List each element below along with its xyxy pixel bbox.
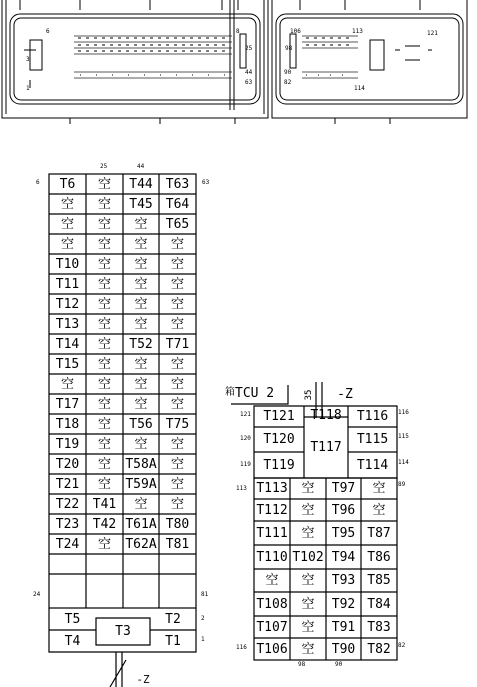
left-pin-cell: T10 <box>55 256 80 272</box>
side-number-81: 81 <box>201 591 209 598</box>
right-pin-cell: T110 <box>256 549 288 565</box>
left-pin-cell: 空 <box>134 396 148 412</box>
left-pin-cell: 空 <box>97 196 111 212</box>
left-pin-cell: T80 <box>165 516 190 532</box>
left-pin-cell: 空 <box>134 256 148 272</box>
pin-T121: T121 <box>263 409 295 424</box>
left-pin-cell: T59A <box>125 476 157 492</box>
left-pin-cell: 空 <box>134 236 148 252</box>
right-pin-cell: 空 <box>372 502 386 518</box>
right-pin-cell: T86 <box>367 549 391 565</box>
left-pin-cell: 空 <box>97 416 111 432</box>
left-pin-cell: 空 <box>97 436 111 452</box>
left-pin-cell: T6 <box>59 176 76 192</box>
left-pin-cell: 空 <box>170 296 184 312</box>
tcu-number-35: 35 <box>303 389 314 401</box>
left-pin-cell: 空 <box>97 456 111 472</box>
bottom-z-marker: -Z <box>136 672 150 686</box>
left-pin-cell: T42 <box>92 516 117 532</box>
left-pin-cell: 空 <box>134 316 148 332</box>
pin-T4: T4 <box>64 633 81 649</box>
left-pin-cell: T52 <box>129 336 153 352</box>
right-pin-cell: T96 <box>331 502 356 518</box>
hdr-label-82: 82 <box>284 79 292 86</box>
right-pin-cell: T83 <box>367 619 391 635</box>
connector-housing <box>2 0 467 124</box>
right-pin-cell: T112 <box>256 502 288 518</box>
side-number-2: 2 <box>201 615 205 622</box>
hdr-label-44: 44 <box>245 69 253 76</box>
left-pin-cell: 空 <box>97 276 111 292</box>
left-pin-cell: T45 <box>129 196 153 212</box>
left-pin-cell: 空 <box>170 276 184 292</box>
pin-T120: T120 <box>263 432 295 447</box>
side-number-63: 63 <box>202 179 210 186</box>
left-pin-cell: 空 <box>60 376 74 392</box>
right-pin-cell: 空 <box>301 502 315 518</box>
left-pin-cell: 空 <box>170 496 184 512</box>
left-pin-cell: 空 <box>97 216 111 232</box>
left-pin-cell: 空 <box>97 176 111 192</box>
right-pin-cell: T97 <box>331 481 356 496</box>
tcu-number-115: 115 <box>398 433 409 440</box>
right-pin-cell: 空 <box>301 525 315 541</box>
col-number-25: 25 <box>100 163 108 170</box>
right-pin-cell: T102 <box>292 549 324 565</box>
left-pin-cell: 空 <box>97 536 111 552</box>
left-pin-cell: T65 <box>165 216 190 232</box>
left-pin-cell: 空 <box>97 236 111 252</box>
right-pin-cell: 空 <box>372 481 386 496</box>
left-pin-cell: 空 <box>134 436 148 452</box>
tcu-number-120: 120 <box>240 435 251 442</box>
left-pin-cell: T24 <box>55 536 80 552</box>
left-pin-cell: 空 <box>170 396 184 412</box>
left-pin-cell: 空 <box>170 236 184 252</box>
left-pin-cell: 空 <box>170 256 184 272</box>
right-pin-cell: T107 <box>256 619 288 635</box>
tcu-number-82: 82 <box>398 642 406 649</box>
tcu-number-113: 113 <box>236 485 247 492</box>
left-pin-cell: T61A <box>125 516 157 532</box>
left-pin-cell: T62A <box>125 536 157 552</box>
hdr-label-90: 90 <box>284 69 292 76</box>
right-pin-cell: T95 <box>331 525 356 541</box>
left-pin-cell: T11 <box>55 276 80 292</box>
left-pin-cell: 空 <box>97 396 111 412</box>
tcu-number-121: 121 <box>240 411 251 418</box>
tcu-number-114: 114 <box>398 459 409 466</box>
right-pin-cell: T84 <box>367 596 391 612</box>
col-number-44: 44 <box>137 163 145 170</box>
left-pin-cell: 空 <box>97 296 111 312</box>
hdr-label-63: 63 <box>245 79 253 86</box>
pin-T1: T1 <box>165 633 181 649</box>
right-pin-cell: T113 <box>256 481 288 496</box>
right-pin-cell: T92 <box>331 596 356 612</box>
side-number-24: 24 <box>33 591 41 598</box>
left-pin-cell: 空 <box>97 256 111 272</box>
left-pin-cell: 空 <box>170 436 184 452</box>
right-pin-cell: T111 <box>256 525 288 541</box>
pin-T114: T114 <box>356 457 389 473</box>
right-pin-cell: 空 <box>301 596 315 612</box>
left-pin-cell: T13 <box>55 316 80 332</box>
left-pin-cell: T18 <box>55 416 80 432</box>
left-pin-cell: 空 <box>170 456 184 472</box>
hdr-label-25: 25 <box>245 45 253 52</box>
right-pin-cell: T91 <box>331 619 356 635</box>
left-pin-cell: T56 <box>129 416 153 432</box>
left-pin-cell: T81 <box>165 536 190 552</box>
right-pin-cell: 空 <box>301 573 315 588</box>
left-pin-cell: T44 <box>129 176 153 192</box>
left-pin-cell: T20 <box>55 456 80 472</box>
right-pin-cell: 空 <box>301 619 315 635</box>
side-number-1: 1 <box>201 636 205 643</box>
pin-T116: T116 <box>356 409 389 424</box>
left-pin-cell: 空 <box>97 356 111 372</box>
left-pin-cell: T58A <box>125 456 157 472</box>
left-pin-cell: 空 <box>134 356 148 372</box>
left-pin-grid <box>74 36 358 78</box>
pin-dots <box>78 38 349 75</box>
hdr-label-113: 113 <box>352 28 363 35</box>
pin-T3: T3 <box>115 624 131 639</box>
left-pin-cell: 空 <box>170 476 184 492</box>
pin-T5: T5 <box>64 611 81 627</box>
tcu-number-90: 90 <box>335 661 343 668</box>
pin-T118: T118 <box>310 408 342 423</box>
left-pin-cell: 空 <box>134 216 148 232</box>
pin-T119: T119 <box>263 457 295 473</box>
left-pin-cell: 空 <box>97 476 111 492</box>
left-pin-cell: T64 <box>165 196 190 212</box>
tcu-number-119: 119 <box>240 461 251 468</box>
right-pin-cell: T108 <box>256 596 288 612</box>
left-pin-cell: 空 <box>170 316 184 332</box>
left-pin-cell: T14 <box>55 336 80 352</box>
right-pin-cell: T85 <box>367 573 391 588</box>
tcu-title: TCU 2 <box>235 385 275 401</box>
left-pin-cell: T22 <box>55 496 80 512</box>
right-pin-cell: T87 <box>367 525 391 541</box>
hdr-label-1: 1 <box>26 85 30 92</box>
pin-T117: T117 <box>310 440 342 455</box>
pin-T2: T2 <box>165 611 181 627</box>
left-pin-cell: T21 <box>55 476 80 492</box>
hdr-label-114: 114 <box>354 85 365 92</box>
left-pin-cell: 空 <box>170 376 184 392</box>
left-pin-cell: 空 <box>134 296 148 312</box>
left-pin-cell: 空 <box>134 496 148 512</box>
right-pin-cell: 空 <box>301 641 315 657</box>
right-pin-cell: 空 <box>301 481 315 496</box>
tcu-number-98: 98 <box>298 661 306 668</box>
pin-T115: T115 <box>356 432 389 447</box>
left-pin-cell: 空 <box>97 316 111 332</box>
left-pin-cell: 空 <box>97 336 111 352</box>
right-pin-cell: T93 <box>331 573 356 588</box>
left-pin-cell: 空 <box>134 276 148 292</box>
right-pin-cell: 空 <box>265 573 279 588</box>
right-pin-cell: T90 <box>331 641 356 657</box>
tcu-title-prefix: 箱 <box>225 387 235 398</box>
left-pin-cell: T63 <box>165 176 190 192</box>
left-pin-cell: 空 <box>60 216 74 232</box>
side-number-6: 6 <box>36 179 40 186</box>
left-pin-cell: T71 <box>165 336 190 352</box>
left-pin-cell: T12 <box>55 296 80 312</box>
hdr-label-106: 106 <box>290 28 301 35</box>
left-pin-cell: T23 <box>55 516 80 532</box>
tcu-z-marker: -Z <box>337 386 353 402</box>
left-pin-cell: 空 <box>134 376 148 392</box>
hdr-label-98: 98 <box>285 45 293 52</box>
right-pin-cell: T94 <box>331 549 356 565</box>
left-pin-cell: 空 <box>60 196 74 212</box>
tcu-number-116: 116 <box>398 409 409 416</box>
left-pin-cell: T75 <box>165 416 190 432</box>
left-pin-cell: 空 <box>60 236 74 252</box>
hdr-label-8: 8 <box>236 28 240 35</box>
tcu-number-89: 89 <box>398 481 406 488</box>
tcu-number-116b: 116 <box>236 644 247 651</box>
left-pin-cell: T15 <box>55 356 80 372</box>
left-pin-cell: T19 <box>55 436 80 452</box>
hdr-label-6: 6 <box>46 28 50 35</box>
right-pin-cell: T82 <box>367 641 391 657</box>
left-pin-cell: T41 <box>92 496 117 512</box>
hdr-label-3: 3 <box>26 56 30 63</box>
left-pin-cell: T17 <box>55 396 80 412</box>
left-pin-cell: 空 <box>170 356 184 372</box>
hdr-label-121: 121 <box>427 30 438 37</box>
right-pin-cell: T106 <box>256 641 288 657</box>
left-pin-cell: 空 <box>97 376 111 392</box>
